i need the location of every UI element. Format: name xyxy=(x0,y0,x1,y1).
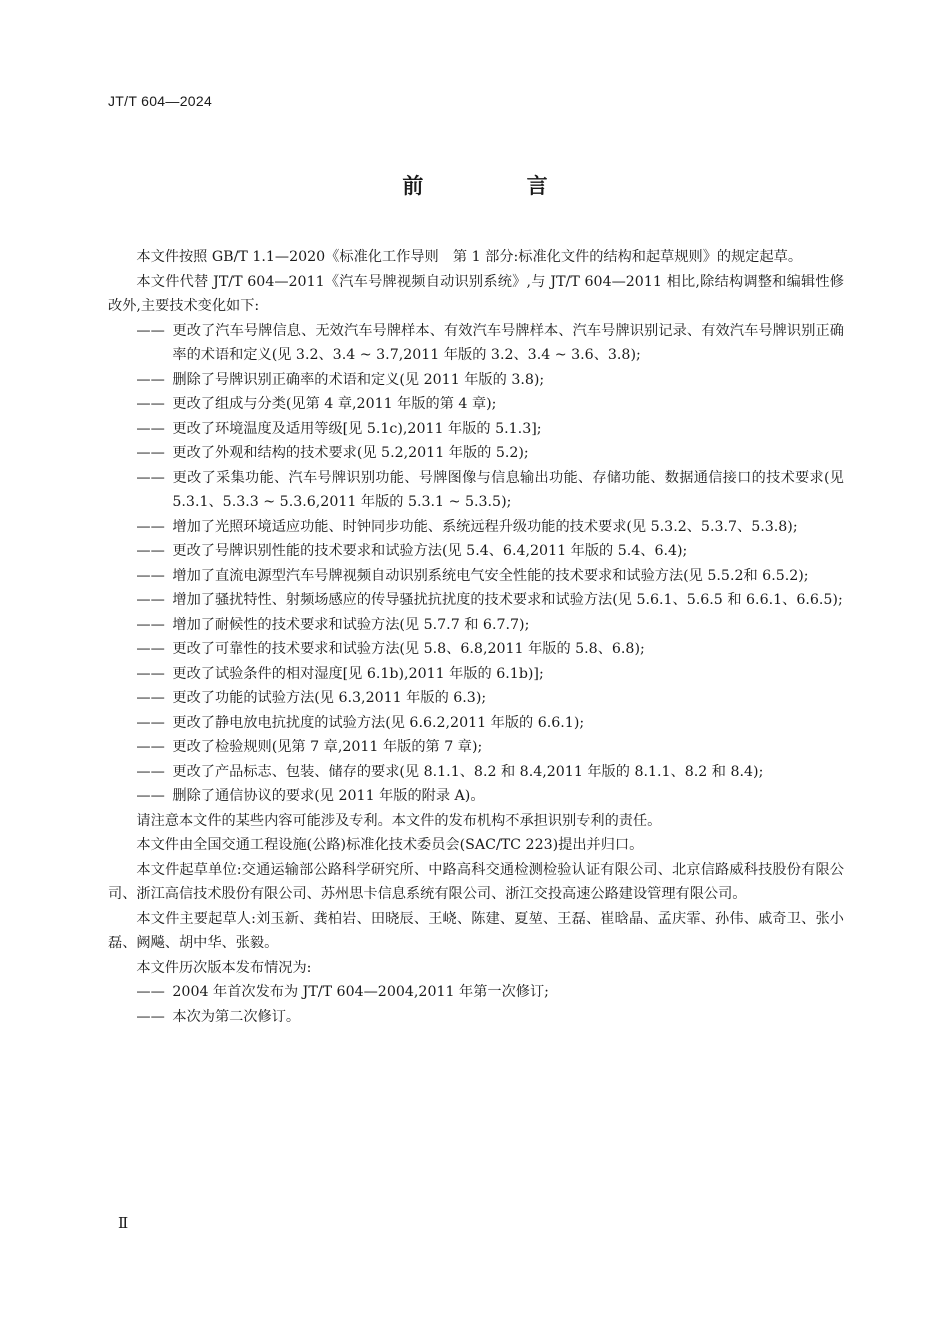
history-item-text: 本次为第二次修订。 xyxy=(172,1008,301,1025)
dash-mark: —— xyxy=(136,469,165,486)
change-item xyxy=(108,784,844,809)
change-item xyxy=(108,711,844,736)
dash-mark: —— xyxy=(136,665,165,682)
dash-mark: —— xyxy=(136,616,165,633)
page-title: 前 言 xyxy=(402,174,596,198)
change-item xyxy=(108,515,844,540)
change-item xyxy=(108,564,844,589)
change-item-text: 更改了试验条件的相对湿度[见 6.1b),2011 年版的 6.1b)]; xyxy=(172,665,544,682)
dash-mark: —— xyxy=(136,518,165,535)
history-item xyxy=(108,1005,844,1030)
patent-notice: 请注意本文件的某些内容可能涉及专利。本文件的发布机构不承担识别专利的责任。 xyxy=(136,812,662,829)
change-item-text: 更改了可靠性的技术要求和试验方法(见 5.8、6.8,2011 年版的 5.8、6.8); xyxy=(172,641,645,657)
change-item-text: 更改了组成与分类(见第 4 章,2011 年版的第 4 章); xyxy=(172,396,497,412)
change-item-text: 更改了号牌识别性能的技术要求和试验方法(见 5.4、6.4,2011 年版的 5.4、6.4); xyxy=(172,543,688,559)
change-item-text: 增加了光照环境适应功能、时钟同步功能、系统远程升级功能的技术要求(见 5.3.2、5.3.7、5.3.8); xyxy=(172,518,798,535)
change-item-text: 更改了功能的试验方法(见 6.3,2011 年版的 6.3); xyxy=(172,690,487,706)
change-item-text: 更改了汽车号牌信息、无效汽车号牌样本、有效汽车号牌样本、汽车号牌识别记录、有效汽车号牌识别正确率的术语和定义(见 3.2、3.4 ~ 3.7,2011 年版的 3.2、3.4 ~ 3.6、3.8); xyxy=(172,322,844,363)
drafters-paragraph: 本文件主要起草人:刘玉新、龚柏岩、田晓辰、王峣、陈建、夏堃、王磊、崔晗晶、孟庆霏、孙伟、戚奇卫、张小磊、阙飚、胡中华、张毅。 xyxy=(108,910,844,951)
change-item xyxy=(108,466,844,515)
document-code: JT/T 604—2024 xyxy=(108,93,213,109)
dash-mark: —— xyxy=(136,543,165,559)
dash-mark: —— xyxy=(136,592,165,608)
dash-mark: —— xyxy=(136,984,165,1000)
dash-mark: —— xyxy=(136,445,165,461)
change-item xyxy=(108,637,844,662)
dash-mark: —— xyxy=(136,739,165,755)
document-body xyxy=(108,245,844,1029)
dash-mark: —— xyxy=(136,641,165,657)
change-item xyxy=(108,417,844,442)
change-item-text: 更改了外观和结构的技术要求(见 5.2,2011 年版的 5.2); xyxy=(172,445,529,461)
change-item xyxy=(108,441,844,466)
change-item xyxy=(108,613,844,638)
change-item xyxy=(108,735,844,760)
change-item xyxy=(108,662,844,687)
dash-mark: —— xyxy=(136,396,165,412)
dash-mark: —— xyxy=(136,1008,165,1025)
change-item xyxy=(108,368,844,393)
intro-paragraph: 本文件代替 JT/T 604—2011《汽车号牌视频自动识别系统》,与 JT/T 604—2011 相比,除结构调整和编辑性修改外,主要技术变化如下: xyxy=(108,273,844,314)
dash-mark: —— xyxy=(136,763,165,780)
change-item-text: 增加了直流电源型汽车号牌视频自动识别系统电气安全性能的技术要求和试验方法(见 5.5.2和 6.5.2); xyxy=(172,567,809,584)
change-item-text: 更改了静电放电抗扰度的试验方法(见 6.6.2,2011 年版的 6.6.1); xyxy=(172,714,585,731)
change-item-text: 更改了采集功能、汽车号牌识别功能、号牌图像与信息输出功能、存储功能、数据通信接口的技术要求(见 5.3.1、5.3.3 ~ 5.3.6,2011 年版的 5.3.1 ~ 5.3.5); xyxy=(172,469,844,510)
change-item xyxy=(108,319,844,368)
change-item-text: 更改了环境温度及适用等级[见 5.1c),2011 年版的 5.1.3]; xyxy=(172,420,542,437)
dash-mark: —— xyxy=(136,567,165,584)
change-item-text: 删除了通信协议的要求(见 2011 年版的附录 A)。 xyxy=(172,788,485,804)
change-item xyxy=(108,539,844,564)
dash-mark: —— xyxy=(136,420,165,437)
dash-mark: —— xyxy=(136,788,165,804)
dash-mark: —— xyxy=(136,322,165,339)
history-item xyxy=(108,980,844,1005)
dash-mark: —— xyxy=(136,714,165,731)
change-item-text: 增加了耐候性的技术要求和试验方法(见 5.7.7 和 6.7.7); xyxy=(172,616,530,633)
change-item xyxy=(108,760,844,785)
history-heading: 本文件历次版本发布情况为: xyxy=(136,959,312,976)
change-item xyxy=(108,588,844,613)
change-item-text: 增加了骚扰特性、射频场感应的传导骚扰抗扰度的技术要求和试验方法(见 5.6.1、5.6.5 和 6.6.1、6.6.5); xyxy=(172,592,843,608)
dash-mark: —— xyxy=(136,690,165,706)
intro-paragraph: 本文件按照 GB/T 1.1—2020《标准化工作导则 第 1 部分:标准化文件的结构和起草规则》的规定起草。 xyxy=(136,249,803,265)
change-item-text: 删除了号牌识别正确率的术语和定义(见 2011 年版的 3.8); xyxy=(172,371,545,388)
change-item xyxy=(108,686,844,711)
change-item-text: 更改了检验规则(见第 7 章,2011 年版的第 7 章); xyxy=(172,739,483,755)
change-item-text: 更改了产品标志、包装、储存的要求(见 8.1.1、8.2 和 8.4,2011 年版的 8.1.1、8.2 和 8.4); xyxy=(172,763,764,780)
change-item xyxy=(108,392,844,417)
drafting-units-paragraph: 本文件起草单位:交通运输部公路科学研究所、中路高科交通检测检验认证有限公司、北京信路威科技股份有限公司、浙江高信技术股份有限公司、苏州思卡信息系统有限公司、浙江交投高速公路建设管理有限公司。 xyxy=(108,861,844,902)
dash-mark: —— xyxy=(136,371,165,388)
page-number: Ⅱ xyxy=(118,1214,129,1232)
proposer-paragraph: 本文件由全国交通工程设施(公路)标准化技术委员会(SAC/TC 223)提出并归口。 xyxy=(136,837,644,853)
history-item-text: 2004 年首次发布为 JT/T 604—2004,2011 年第一次修订; xyxy=(172,984,549,1000)
